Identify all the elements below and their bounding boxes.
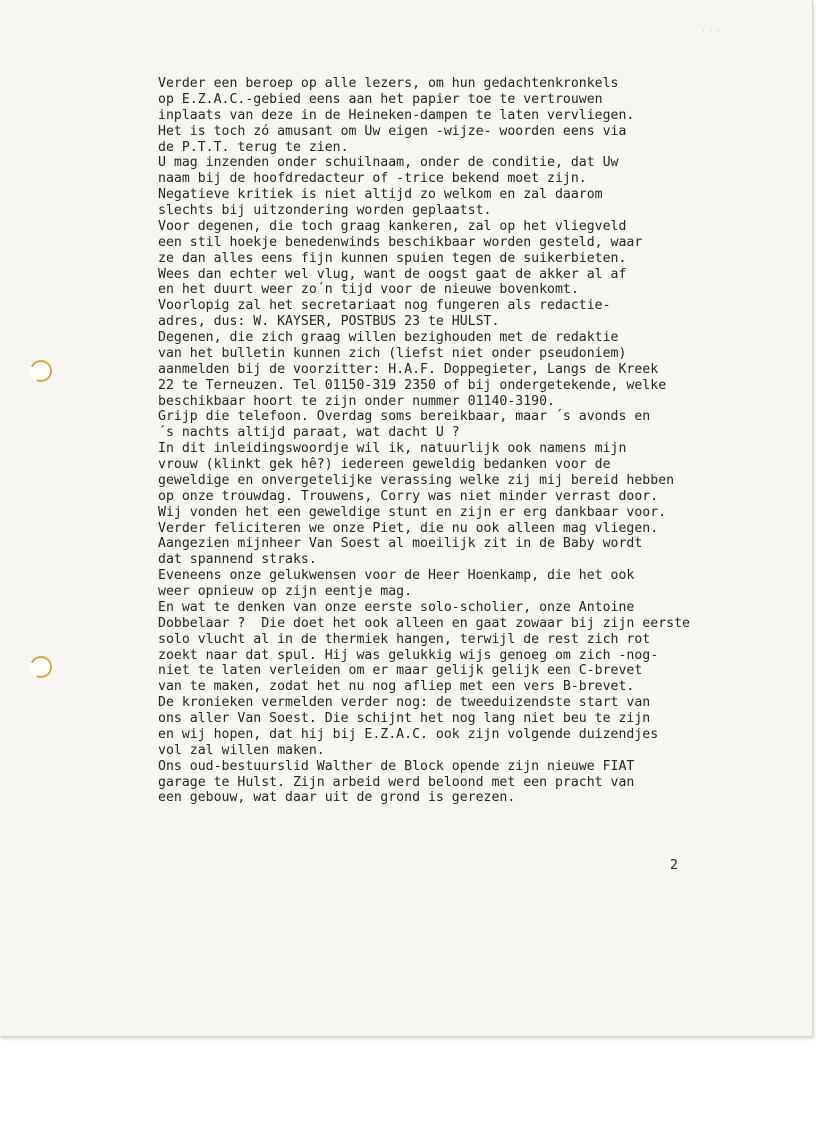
- text-line: de P.T.T. terug te zien.: [158, 139, 349, 155]
- page-number: 2: [670, 858, 678, 873]
- text-line: inplaats van deze in de Heineken-dampen te laten vervliegen.: [158, 107, 635, 123]
- text-line: Wees dan echter wel vlug, want de oogst gaat de akker al af: [158, 266, 627, 282]
- text-line: zoekt naar dat spul. Hij was gelukkig wijs genoeg om zich -nog-: [158, 647, 659, 663]
- text-line: ze dan alles eens fijn kunnen spuien tegen de suikerbieten.: [158, 250, 627, 266]
- text-line: beschikbaar hoort te zijn onder nummer 01140-3190.: [158, 393, 555, 409]
- text-line: Het is toch zó amusant om Uw eigen -wijze- woorden eens via: [158, 123, 627, 139]
- text-line: niet te laten verleiden om er maar gelijk gelijk een C-brevet: [158, 663, 643, 679]
- text-line: Voorlopig zal het secretariaat nog fungeren als redactie-: [158, 298, 611, 314]
- text-line: adres, dus: W. KAYSER, POSTBUS 23 te HULST.: [158, 314, 500, 330]
- typed-text-body: [158, 76, 738, 806]
- text-line: Grijp die telefoon. Overdag soms bereikbaar, maar ´s avonds en: [158, 409, 651, 425]
- text-line: weer opnieuw op zijn eentje mag.: [158, 584, 413, 599]
- text-line: en het duurt weer zo´n tijd voor de nieuwe bovenkomt.: [158, 282, 579, 298]
- text-line: slechts bij uitzondering worden geplaatst.: [158, 203, 492, 218]
- text-line: Negatieve kritiek is niet altijd zo welkom en zal daarom: [158, 187, 603, 203]
- text-line: garage te Hulst. Zijn arbeid werd beloond met een pracht van: [158, 774, 635, 790]
- text-line: Wij vonden het een geweldige stunt en zijn er erg dankbaar voor.: [158, 504, 667, 520]
- text-line: De kronieken vermelden verder nog: de tweeduizendste start van: [158, 695, 651, 711]
- text-line: solo vlucht al in de thermiek hangen, terwijl de rest zich rot: [158, 631, 651, 647]
- text-line: Aangezien mijnheer Van Soest al moeilijk zit in de Baby wordt: [158, 536, 643, 552]
- text-line: ons aller Van Soest. Die schijnt het nog lang niet beu te zijn: [158, 711, 651, 726]
- text-line: U mag inzenden onder schuilnaam, onder de conditie, dat Uw: [158, 155, 619, 171]
- text-line: naam bij de hoofdredacteur of -trice bekend moet zijn.: [158, 171, 587, 187]
- text-line: van te maken, zodat het nu nog afliep met een vers B-brevet.: [158, 679, 635, 695]
- text-line: op E.Z.A.C.-gebied eens aan het papier toe te vertrouwen: [158, 91, 603, 107]
- text-line: op onze trouwdag. Trouwens, Corry was niet minder verrast door.: [158, 488, 659, 504]
- text-line: dat spannend straks.: [158, 552, 317, 568]
- text-line: aanmelden bij de voorzitter: H.A.F. Doppegieter, Langs de Kreek: [158, 361, 659, 377]
- text-line: Verder een beroep op alle lezers, om hun gedachtenkronkels: [158, 76, 619, 91]
- text-line: Eveneens onze gelukwensen voor de Heer Hoenkamp, die het ook: [158, 568, 635, 584]
- text-line: Degenen, die zich graag willen bezighouden met de redaktie: [158, 330, 619, 345]
- text-line: ´s nachts altijd paraat, wat dacht U ?: [158, 425, 460, 441]
- text-line: een stil hoekje benedenwinds beschikbaar worden gesteld, waar: [158, 234, 643, 250]
- text-line: een gebouw, wat daar uit de grond is gerezen.: [158, 790, 516, 806]
- text-line: Verder feliciteren we onze Piet, die nu ook alleen mag vliegen.: [158, 520, 659, 536]
- text-line: van het bulletin kunnen zich (liefst niet onder pseudoniem): [158, 345, 627, 361]
- text-line: vol zal willen maken.: [158, 742, 325, 758]
- text-line: 22 te Terneuzen. Tel 01150-319 2350 of bij ondergetekende, welke: [158, 377, 667, 393]
- punch-hole-bottom: [27, 653, 55, 681]
- text-line: geweldige en onvergetelijke verassing welke zij mij bereid hebben: [158, 472, 675, 488]
- punch-hole-top: [27, 357, 55, 385]
- text-line: In dit inleidingswoordje wil ik, natuurlijk ook namens mijn: [158, 441, 627, 457]
- text-line: Dobbelaar ? Die doet het ook alleen en gaat zowaar bij zijn eerste: [158, 615, 690, 631]
- text-line: vrouw (klinkt gek hê?) iedereen geweldig bedanken voor de: [158, 457, 611, 472]
- faint-corner-mark: ···: [700, 24, 723, 37]
- text-line: Voor degenen, die toch graag kankeren, zal op het vliegveld: [158, 218, 627, 234]
- text-line: En wat te denken van onze eerste solo-scholier, onze Antoine: [158, 599, 635, 615]
- text-line: Ons oud-bestuurslid Walther de Block opende zijn nieuwe FIAT: [158, 758, 635, 774]
- text-line: en wij hopen, dat hij bij E.Z.A.C. ook zijn volgende duizendjes: [158, 726, 659, 742]
